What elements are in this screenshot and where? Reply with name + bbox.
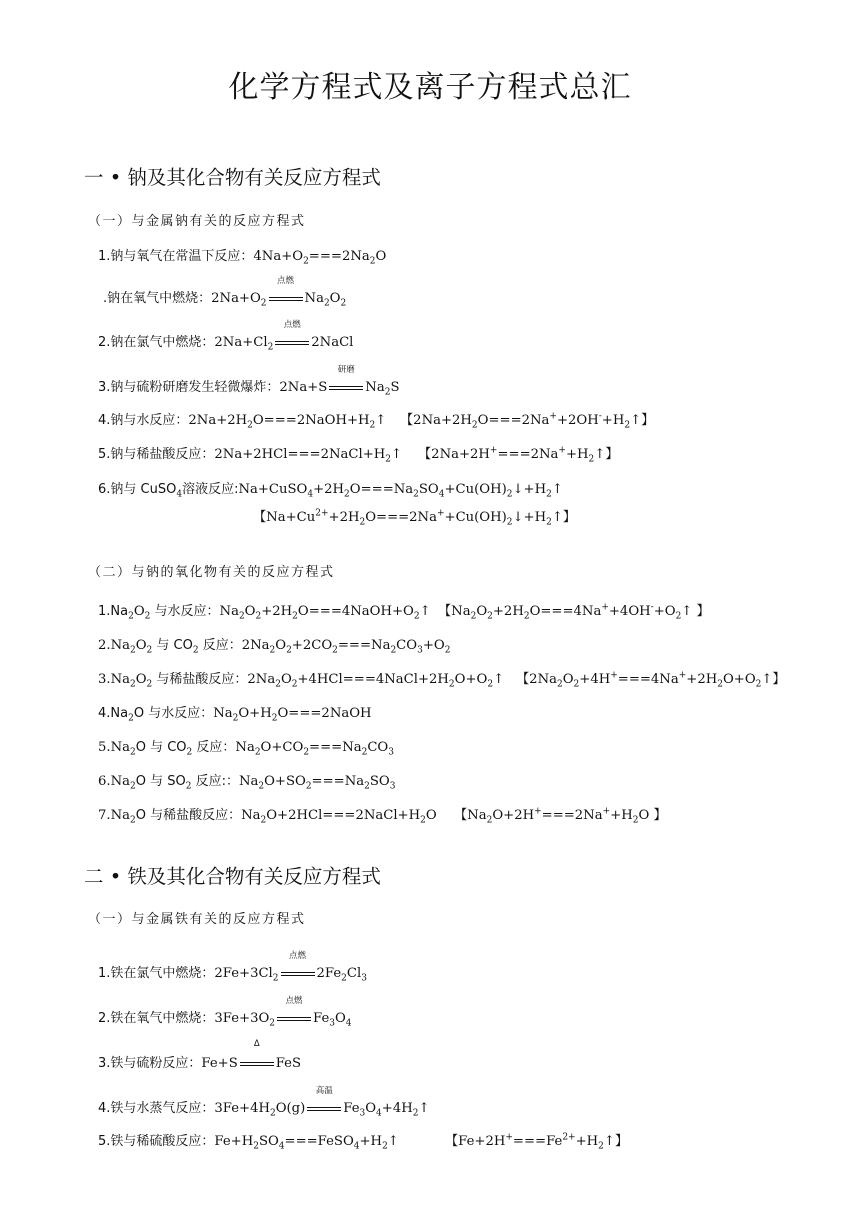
condition-arrow xyxy=(279,951,317,981)
section-1-sub-1: （一）与金属钠有关的反应方程式 xyxy=(88,214,306,229)
page-title: 化学方程式及离子方程式总汇 xyxy=(228,70,632,105)
equation-label: 2.钠在氯气中燃烧： xyxy=(98,335,215,350)
equation-line: 4.铁与水蒸气反应：$3Fe+4H_2O(g)$ 高温 $Fe_3O_4+4H_2↑$ xyxy=(98,1086,430,1119)
condition-text: Δ xyxy=(253,1039,260,1049)
section-2-sub-1: （一）与金属铁有关的反应方程式 xyxy=(88,912,306,927)
condition-text: 高温 xyxy=(315,1086,333,1096)
equation-line: $4.Na_2O$ 与水反应：$Na_2O+H_2O===2NaOH$ xyxy=(98,706,372,724)
condition-text: 点燃 xyxy=(283,320,301,330)
equation-line: .钠在氧气中燃烧：$2Na+O_2$ 点燃 $Na_2O_2$ xyxy=(103,276,347,309)
ionic-equation: 【$Na+Cu^{2+}+2H_2O===2Na^++Cu(OH)_2↓+H_2↑$】 xyxy=(253,508,577,528)
equation-line: 5.铁与稀硫酸反应：$Fe+H_2SO_4===FeSO_4+H_2↑$ xyxy=(98,1134,399,1152)
ionic-equation: 【$Na_2O+2H^+===2Na^++H_2O$ 】 xyxy=(454,806,667,826)
condition-text: 点燃 xyxy=(285,996,303,1006)
equation-label: 1.铁在氯气中燃烧： xyxy=(98,966,215,981)
equation-label: 4.Na xyxy=(98,706,129,721)
section-2-heading: 二 • 铁及其化合物有关反应方程式 xyxy=(84,865,381,888)
equation-line: 2.铁在氧气中燃烧：$3Fe+3O_2$ 点燃 $Fe_3O_4$ xyxy=(98,996,352,1029)
equation-line: $6.Na_2O$ 与 $SO_2$ 反应:：$Na_2O+SO_2===Na_2SO_3$ xyxy=(98,774,396,792)
section-1-sub-2: （二）与钠的氧化物有关的反应方程式 xyxy=(88,565,335,580)
ionic-equation: 【$2Na+2H^+===2Na^++H_2↑$】 xyxy=(418,445,619,465)
equation-line: $2.Na_2O_2$ 与 $CO_2$ 反应：$2Na_2O_2+2CO_2===Na_2CO_3+O_2$ xyxy=(98,638,451,656)
ionic-equation: 【$2Na_2O_2+4H^+===4Na^++2H_2O+O_2↑$】 xyxy=(516,670,786,690)
equation-label: 4.铁与水蒸气反应： xyxy=(98,1101,215,1116)
equation-line: $3.Na_2O_2$ 与稀盐酸反应：$2Na_2O_2+4HCl===4NaCl+2H_2O+O_2↑$ xyxy=(98,672,505,690)
equation-line: $5.Na_2O$ 与 $CO_2$ 反应：$Na_2O+CO_2===Na_2CO_3$ xyxy=(98,740,394,758)
equation-label: 4.钠与水反应： xyxy=(98,413,189,428)
condition-text: 点燃 xyxy=(277,276,295,286)
condition-arrow xyxy=(238,1039,276,1071)
section-1-heading: 一 • 钠及其化合物有关反应方程式 xyxy=(84,166,381,189)
equation-label: 1.Na xyxy=(98,604,129,619)
equation-label: 6.钠与 CuSO xyxy=(98,482,177,497)
condition-arrow xyxy=(267,276,305,306)
equation-line: 1.铁在氯气中燃烧：$2Fe+3Cl_2$ 点燃 $2Fe_2Cl_3$ xyxy=(98,951,367,984)
equation-line: $1.Na_2O_2$ 与水反应：$Na_2O_2+2H_2O===4NaOH+O_2↑$ xyxy=(98,604,431,622)
equation-label: 1.钠与氧气在常温下反应： xyxy=(98,249,254,264)
equation-line: 2.钠在氯气中燃烧：$2Na+Cl_2$ 点燃 2NaCl xyxy=(98,320,354,353)
equation-label: 5.钠与稀盐酸反应： xyxy=(98,447,215,462)
equation-line: 4.钠与水反应：$2Na+2H_2O===2NaOH+H_2↑$ xyxy=(98,413,387,431)
ionic-equation: 【$Na_2O_2+2H_2O===4Na^++4OH^-+O_2↑$ 】 xyxy=(438,602,710,622)
equation-line: 6.钠与 CuSO$_4$溶液反应$:Na+CuSO_4+2H_2O===Na_2SO_4+Cu(OH)_2↓+H_2↑$ xyxy=(98,482,563,500)
ionic-equation: 【$Fe+2H^+===Fe^{2+}+H_2↑$】 xyxy=(445,1132,629,1152)
equation-label: 5.铁与稀硫酸反应： xyxy=(98,1134,215,1149)
condition-arrow xyxy=(273,320,311,350)
equation-line: 3.铁与硫粉反应：Fe+S Δ FeS xyxy=(98,1039,302,1071)
ionic-equation: 【$2Na+2H_2O===2Na^++2OH^-+H_2↑$】 xyxy=(400,411,655,431)
equation-line: 3.钠与硫粉研磨发生轻微爆炸：2Na+S 研磨 $Na_2S$ xyxy=(98,365,400,398)
equation-line: 1.钠与氧气在常温下反应：$4Na+O_2===2Na_2O$ xyxy=(98,249,387,267)
condition-arrow xyxy=(305,1086,343,1116)
equation-label: 2.铁在氧气中燃烧： xyxy=(98,1011,215,1026)
condition-arrow xyxy=(327,365,365,395)
condition-text: 研磨 xyxy=(337,365,355,375)
equation-label: .钠在氧气中燃烧： xyxy=(103,291,212,306)
equation-label: 3.钠与硫粉研磨发生轻微爆炸： xyxy=(98,380,280,395)
equation-line: $7.Na_2O$ 与稀盐酸反应：$Na_2O+2HCl===2NaCl+H_2O$ xyxy=(98,808,437,826)
condition-text: 点燃 xyxy=(289,951,307,961)
equation-label: 3.铁与硫粉反应： xyxy=(98,1056,202,1071)
condition-arrow xyxy=(275,996,313,1026)
equation-line: 5.钠与稀盐酸反应：$2Na+2HCl===2NaCl+H_2↑$ xyxy=(98,447,403,465)
